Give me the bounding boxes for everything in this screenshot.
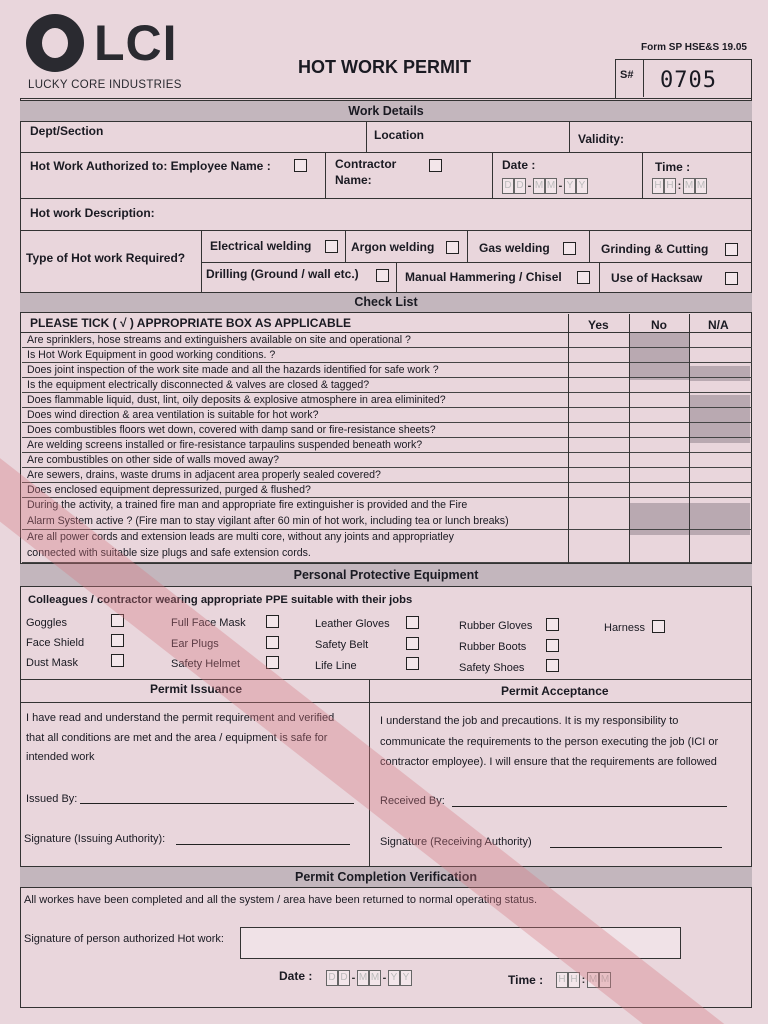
safety-shoes-checkbox[interactable] xyxy=(546,659,559,672)
date-digit: M xyxy=(357,970,369,986)
completion-date-label: Date : xyxy=(279,969,313,983)
completion-signature-label: Signature of person authorized Hot work: xyxy=(24,933,224,945)
divider xyxy=(201,230,202,292)
rubber-boots-checkbox[interactable] xyxy=(546,639,559,652)
type-electrical-welding: Electrical welding xyxy=(210,239,312,253)
col-no: No xyxy=(651,318,667,332)
time-digit: M xyxy=(599,972,611,988)
divider xyxy=(201,262,752,263)
serial-number-box xyxy=(615,59,752,99)
checklist-row xyxy=(22,498,752,530)
ppe-instruction: Colleagues / contractor wearing appropriate PPE suitable with their jobs xyxy=(28,594,413,606)
ppe-harness-label: Harness xyxy=(604,622,645,634)
time-digit: H xyxy=(568,972,580,988)
checklist-row xyxy=(22,483,752,498)
serial-number: 0705 xyxy=(660,68,717,93)
location-label: Location xyxy=(374,128,424,142)
drilling-checkbox[interactable] xyxy=(376,269,389,282)
checklist-row xyxy=(22,348,752,363)
ppe-safety-belt-label: Safety Belt xyxy=(315,639,369,651)
ppe-face-shield-label: Face Shield xyxy=(26,637,85,649)
date-digit-boxes[interactable]: D D - M M - Y Y xyxy=(502,178,588,194)
date-digit: Y xyxy=(564,178,576,194)
checklist-question: Is Hot Work Equipment in good working conditions. ? xyxy=(27,349,276,361)
ppe-ear-plugs-label: Ear Plugs xyxy=(171,638,219,650)
life-line-checkbox[interactable] xyxy=(406,657,419,670)
goggles-checkbox[interactable] xyxy=(111,614,124,627)
date-digit: Y xyxy=(400,970,412,986)
checklist-row xyxy=(22,393,752,408)
checklist-question: Does joint inspection of the work site made and all the hazards identified for safe work ? xyxy=(27,364,439,376)
received-by-line[interactable] xyxy=(452,806,727,807)
acceptance-text: contractor employee). I will ensure that the requirements are followed xyxy=(380,756,717,768)
checklist-row xyxy=(22,363,752,378)
issuing-signature-line[interactable] xyxy=(176,844,350,845)
ppe-leather-gloves-label: Leather Gloves xyxy=(315,618,390,630)
gas-welding-checkbox[interactable] xyxy=(563,242,576,255)
employee-checkbox[interactable] xyxy=(294,159,307,172)
completion-signature-field[interactable] xyxy=(240,927,681,959)
divider xyxy=(492,152,493,198)
ppe-goggles-label: Goggles xyxy=(26,617,67,629)
contractor-label: Contractor xyxy=(335,157,397,171)
validity-label: Validity: xyxy=(578,132,625,146)
ppe-rubber-gloves-label: Rubber Gloves xyxy=(459,620,533,632)
acceptance-text: I understand the job and precautions. It is my responsibility to xyxy=(380,715,679,727)
manual-hammering-checkbox[interactable] xyxy=(577,271,590,284)
safety-helmet-checkbox[interactable] xyxy=(266,656,279,669)
safety-belt-checkbox[interactable] xyxy=(406,637,419,650)
time-digit: H xyxy=(664,178,676,194)
date-digit: Y xyxy=(576,178,588,194)
ear-plugs-checkbox[interactable] xyxy=(266,636,279,649)
checklist-instruction: PLEASE TICK ( √ ) APPROPRIATE BOX AS APPLICABLE xyxy=(30,316,352,330)
authorized-employee-label: Hot Work Authorized to: Employee Name : xyxy=(30,159,271,173)
type-gas-welding: Gas welding xyxy=(479,241,550,255)
divider xyxy=(20,230,752,231)
check-list-header: Check List xyxy=(20,292,752,313)
ppe-dust-mask-label: Dust Mask xyxy=(26,657,78,669)
divider xyxy=(325,152,326,198)
ppe-header: Personal Protective Equipment xyxy=(20,563,752,587)
time-digit: M xyxy=(683,178,695,194)
permit-acceptance-header: Permit Acceptance xyxy=(501,684,609,698)
checklist-question: Are combustibles on other side of walls moved away? xyxy=(27,454,280,466)
date-digit: Y xyxy=(388,970,400,986)
contractor-name-label: Name: xyxy=(335,173,372,187)
type-required-label: Type of Hot work Required? xyxy=(26,251,186,265)
completion-time-boxes[interactable]: H H : M M xyxy=(556,972,611,988)
hot-work-description-label: Hot work Description: xyxy=(30,206,155,220)
date-digit: D xyxy=(514,178,526,194)
time-digit: M xyxy=(695,178,707,194)
issuing-signature-label: Signature (Issuing Authority): xyxy=(24,833,166,845)
checklist-question: During the activity, a trained fire man and appropriate fire extinguisher is provided and the Fire xyxy=(27,499,468,511)
type-hacksaw: Use of Hacksaw xyxy=(611,271,703,285)
issued-by-label: Issued By: xyxy=(26,793,78,805)
receiving-signature-line[interactable] xyxy=(550,847,722,848)
date-digit: D xyxy=(338,970,350,986)
divider xyxy=(369,679,370,867)
checklist-question: Are all power cords and extension leads are multi core, without any joints and appropriatley xyxy=(27,531,454,543)
type-drilling: Drilling (Ground / wall etc.) xyxy=(206,267,359,281)
completion-time-label: Time : xyxy=(508,973,544,987)
divider xyxy=(396,262,397,292)
issuance-text: I have read and understand the permit requirement and verified xyxy=(26,712,335,724)
rubber-gloves-checkbox[interactable] xyxy=(546,618,559,631)
ppe-safety-shoes-label: Safety Shoes xyxy=(459,662,525,674)
time-digit-boxes[interactable]: H H : M M xyxy=(652,178,707,194)
type-argon-welding: Argon welding xyxy=(351,240,435,254)
receiving-signature-label: Signature (Receiving Authority) xyxy=(380,836,532,848)
work-details-header: Work Details xyxy=(20,100,752,122)
date-digit: M xyxy=(533,178,545,194)
lci-logo-icon xyxy=(26,14,84,72)
ppe-life-line-label: Life Line xyxy=(315,660,357,672)
divider xyxy=(689,314,690,563)
divider xyxy=(20,198,752,199)
checklist-row xyxy=(22,438,752,453)
checklist-question: Does combustibles floors wet down, covered with damp sand or fire-resistance sheets? xyxy=(27,424,436,436)
col-na: N/A xyxy=(708,318,729,332)
checklist-row xyxy=(22,408,752,423)
divider xyxy=(345,230,346,262)
ppe-safety-helmet-label: Safety Helmet xyxy=(171,658,241,670)
divider xyxy=(366,122,367,152)
acceptance-text: communicate the requirements to the person executing the job (ICI or xyxy=(380,736,719,748)
divider xyxy=(467,230,468,262)
issued-by-line[interactable] xyxy=(80,803,354,804)
issuance-text: intended work xyxy=(26,751,95,763)
checklist-row xyxy=(22,378,752,393)
time-digit: H xyxy=(652,178,664,194)
checklist-question: Does wind direction & area ventilation is suitable for hot work? xyxy=(27,409,319,421)
date-label: Date : xyxy=(502,158,536,172)
checklist-row xyxy=(22,530,752,563)
type-manual-hammering: Manual Hammering / Chisel xyxy=(405,270,562,284)
checklist-question-cont: connected with suitable size plugs and safe extension cords. xyxy=(27,547,311,559)
checklist-row xyxy=(22,453,752,468)
completion-date-boxes[interactable]: D D - M M - Y Y xyxy=(326,970,412,986)
checklist-question: Does enclosed equipment depressurized, purged & flushed? xyxy=(27,484,311,496)
page-title: HOT WORK PERMIT xyxy=(298,57,471,77)
type-grinding-cutting: Grinding & Cutting xyxy=(601,242,709,256)
dust-mask-checkbox[interactable] xyxy=(111,654,124,667)
divider xyxy=(599,262,600,292)
harness-checkbox[interactable] xyxy=(652,620,665,633)
date-digit: D xyxy=(326,970,338,986)
face-shield-checkbox[interactable] xyxy=(111,634,124,647)
hacksaw-checkbox[interactable] xyxy=(725,272,738,285)
argon-welding-checkbox[interactable] xyxy=(446,241,459,254)
electrical-welding-checkbox[interactable] xyxy=(325,240,338,253)
contractor-checkbox[interactable] xyxy=(429,159,442,172)
time-digit: M xyxy=(587,972,599,988)
checklist-row xyxy=(22,333,752,348)
col-yes: Yes xyxy=(588,318,609,332)
divider xyxy=(568,314,569,563)
divider xyxy=(629,314,630,563)
issuance-text: that all conditions are met and the area / equipment is safe for xyxy=(26,732,328,744)
leather-gloves-checkbox[interactable] xyxy=(406,616,419,629)
checklist-question-cont: Alarm System active ? (Fire man to stay vigilant after 60 min of hot work, including tea or lunch breaks) xyxy=(27,515,509,527)
company-name: LUCKY CORE INDUSTRIES xyxy=(28,79,182,91)
checklist-row xyxy=(22,468,752,483)
grinding-cutting-checkbox[interactable] xyxy=(725,243,738,256)
form-number: Form SP HSE&S 19.05 xyxy=(641,42,747,53)
divider xyxy=(569,122,570,152)
completion-statement: All workes have been completed and all the system / area have been returned to normal operating status. xyxy=(24,894,538,906)
time-digit: H xyxy=(556,972,568,988)
time-label: Time : xyxy=(655,160,691,174)
checklist-row xyxy=(22,423,752,438)
date-digit: D xyxy=(502,178,514,194)
divider xyxy=(642,152,643,198)
checklist-question: Are welding screens installed or fire-resistance tarpaulins suspended beneath work? xyxy=(27,439,423,451)
full-face-mask-checkbox[interactable] xyxy=(266,615,279,628)
dept-section-label: Dept/Section xyxy=(30,124,104,138)
received-by-label: Received By: xyxy=(380,795,445,807)
ppe-full-face-mask-label: Full Face Mask xyxy=(171,617,246,629)
date-digit: M xyxy=(545,178,557,194)
divider xyxy=(589,230,590,262)
checklist-question: Does flammable liquid, dust, lint, oily deposits & explosive atmosphere in area eliminited? xyxy=(27,394,446,406)
completion-header: Permit Completion Verification xyxy=(20,866,752,888)
checklist-question: Is the equipment electrically disconnected & valves are closed & tagged? xyxy=(27,379,370,391)
date-digit: M xyxy=(369,970,381,986)
divider xyxy=(20,702,752,703)
divider xyxy=(20,679,752,680)
checklist-question: Are sprinklers, hose streams and extinguishers available on site and operational ? xyxy=(27,334,411,346)
permit-issuance-header: Permit Issuance xyxy=(150,682,243,696)
ppe-rubber-boots-label: Rubber Boots xyxy=(459,641,527,653)
serial-label: S# xyxy=(616,60,644,97)
logo-text: LCI xyxy=(94,15,178,71)
checklist-question: Are sewers, drains, waste drums in adjacent area properly sealed covered? xyxy=(27,469,381,481)
